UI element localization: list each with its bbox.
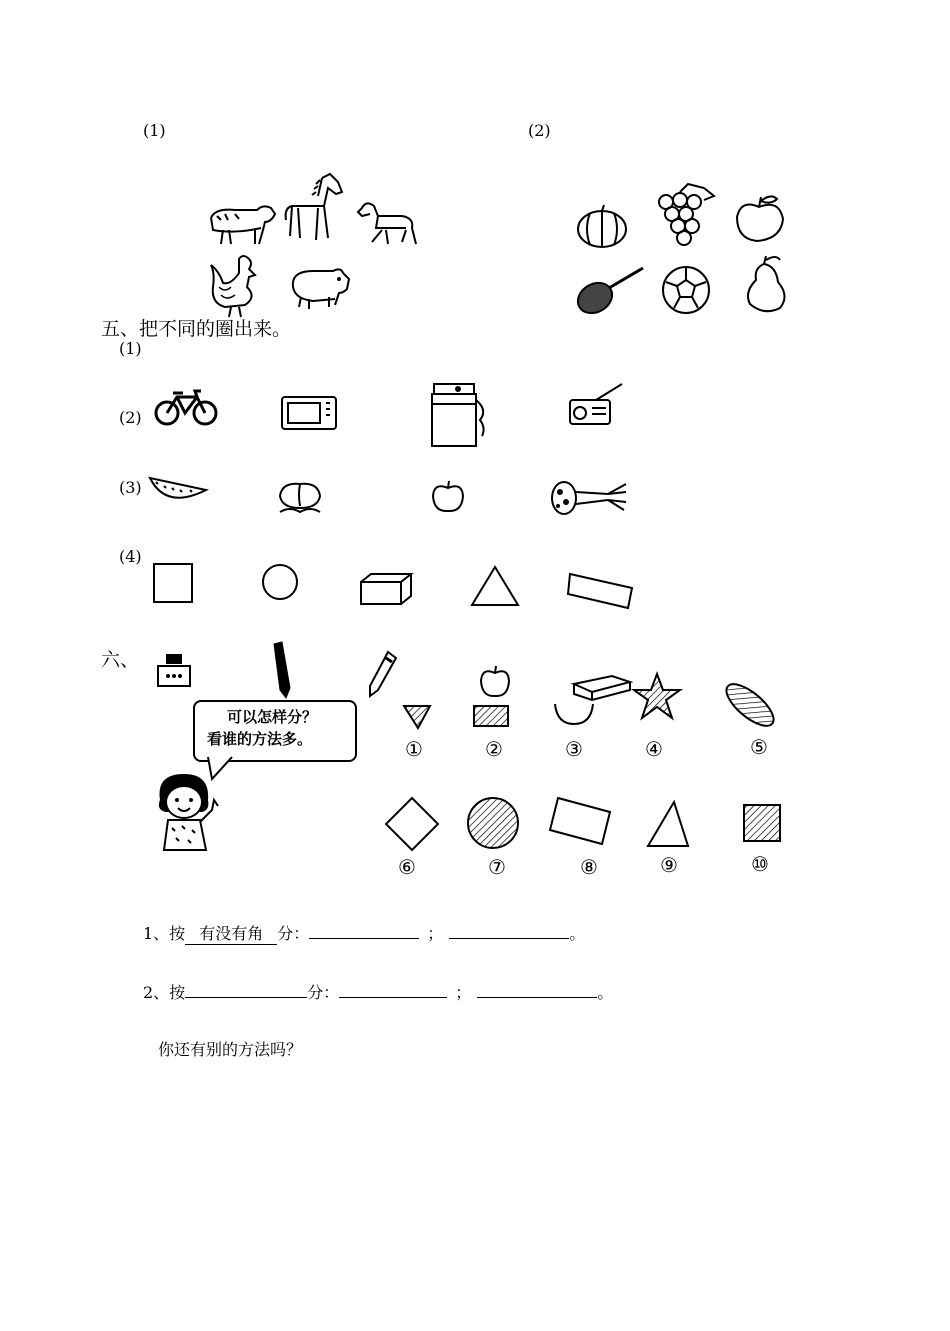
label-5: ⑤ [750, 735, 768, 759]
speech-bubble [193, 700, 357, 762]
eraser-icon [572, 672, 632, 700]
section5-heading: 五、把不同的圈出来。 [101, 318, 292, 340]
apple-icon [478, 665, 512, 699]
label-9: ⑨ [660, 853, 678, 877]
radish-icon [548, 478, 630, 518]
washing-machine-icon [428, 380, 492, 448]
watermelon-icon [146, 474, 210, 508]
label-6: ⑥ [398, 855, 416, 879]
q2-answer-blank-1[interactable] [339, 981, 447, 998]
pig-icon [285, 263, 351, 311]
shape-8-rectangle [548, 796, 612, 846]
microwave-icon [280, 393, 340, 433]
speech-line-1: 可以怎样分？ [227, 708, 318, 726]
label-4: ④ [645, 737, 663, 761]
q1-mid: 分： [277, 924, 310, 943]
row2-label: (2) [119, 408, 142, 427]
rectangle-icon [566, 570, 634, 610]
label-8: ⑧ [580, 855, 598, 879]
cuboid-icon [359, 572, 413, 606]
question-2 [143, 981, 613, 1003]
label-3: ③ [565, 737, 583, 761]
pear-icon [740, 254, 792, 314]
q2-end: 。 [597, 983, 614, 1002]
q1-sep: ； [427, 924, 444, 943]
question-1 [143, 922, 585, 945]
q1-answer-blank-2[interactable] [449, 922, 569, 939]
shape-4-star [632, 672, 682, 722]
label-2: ② [485, 737, 503, 761]
shape-6-diamond [384, 796, 440, 852]
group1-label: (1) [143, 121, 166, 140]
goat-icon [352, 198, 422, 250]
apple-icon [731, 193, 787, 245]
girl-icon [148, 770, 226, 852]
q2-mid: 分： [307, 983, 340, 1002]
q1-criterion: 有没有角 [185, 924, 277, 945]
q1-answer-blank-1[interactable] [309, 922, 419, 939]
pumpkin-icon [576, 203, 628, 249]
shape-9-triangle [646, 800, 690, 848]
shape-5-ellipse [722, 680, 778, 730]
q1-end: 。 [569, 924, 586, 943]
q2-sep: ； [455, 983, 472, 1002]
peach-icon [274, 478, 326, 516]
row4-label: (4) [119, 547, 142, 566]
label-7: ⑦ [488, 855, 506, 879]
ink-bottle-icon [154, 652, 194, 690]
speech-line-2: 看谁的方法多。 [207, 730, 313, 748]
grapes-icon [648, 182, 718, 248]
radio-icon [566, 382, 626, 428]
apple-icon [430, 480, 466, 514]
q2-criterion-blank[interactable] [185, 981, 307, 998]
extra-question: 你还有别的方法吗？ [158, 1040, 303, 1059]
label-10: ⑩ [751, 852, 769, 876]
shape-10-square [742, 803, 782, 843]
label-1: ① [405, 737, 423, 761]
section6-heading: 六、 [101, 649, 140, 671]
triangle-icon [470, 565, 520, 607]
pencil-icon [270, 640, 294, 700]
shape-2-rectangle [472, 704, 510, 728]
pen-icon [366, 650, 398, 700]
row3-label: (3) [119, 478, 142, 497]
bicycle-icon [153, 387, 219, 427]
group2-label: (2) [528, 121, 551, 140]
q1-prefix: 1、按 [143, 924, 186, 943]
square-icon [152, 562, 194, 604]
horse-icon [282, 172, 344, 248]
shape-7-circle [465, 795, 521, 851]
soccer-ball-icon [660, 264, 712, 316]
shape-1-triangle [402, 704, 432, 730]
row1-label: (1) [119, 339, 142, 358]
q2-answer-blank-2[interactable] [477, 981, 597, 998]
shape-3-semicircle [553, 700, 595, 726]
cow-icon [205, 200, 277, 250]
circle-icon [261, 563, 299, 601]
q2-prefix: 2、按 [143, 983, 186, 1002]
rooster-icon [205, 253, 263, 319]
racket-icon [573, 266, 647, 318]
